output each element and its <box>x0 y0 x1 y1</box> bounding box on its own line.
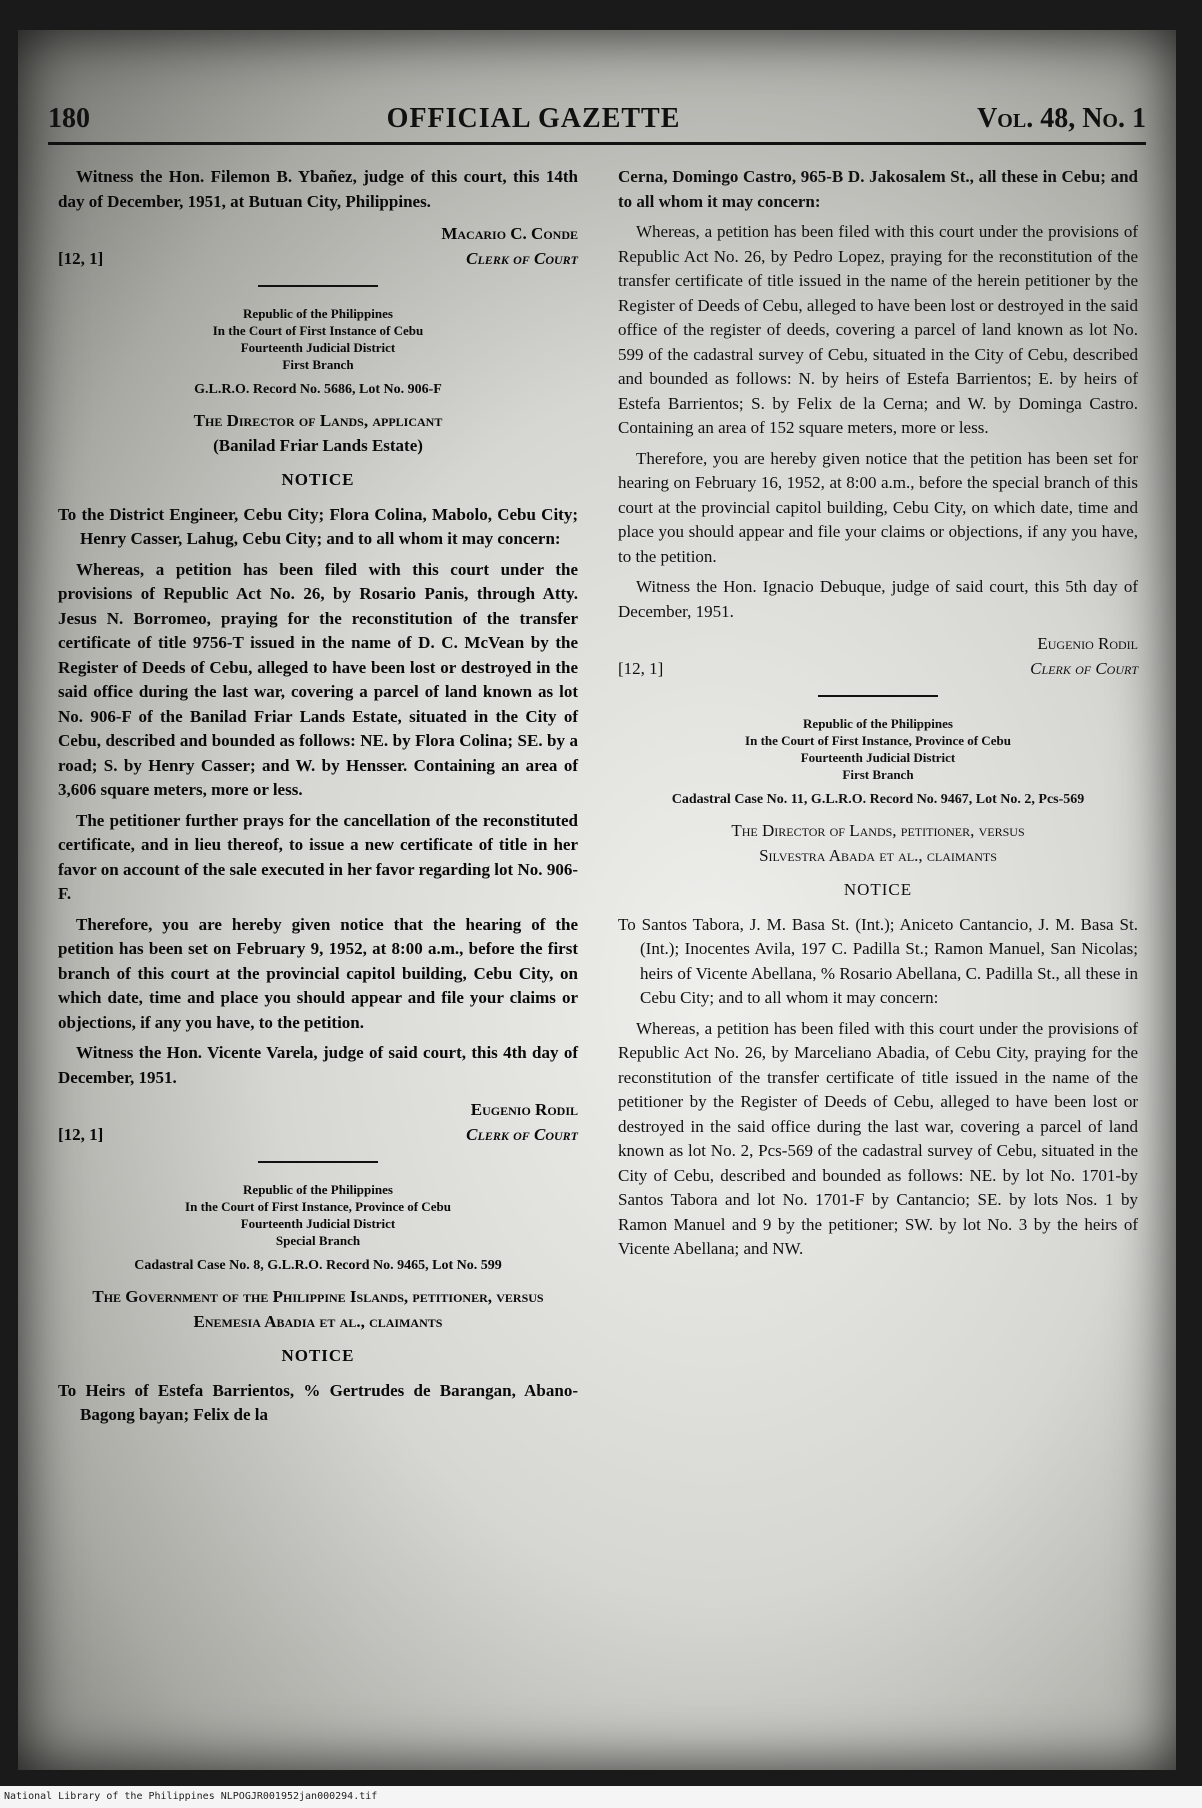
parties-line: (Banilad Friar Lands Estate) <box>213 435 423 455</box>
gazette-page <box>18 30 1176 1770</box>
notice-heading-1: NOTICE <box>281 470 355 489</box>
separator-rule-1 <box>258 285 378 287</box>
court-line: Republic of the Philippines <box>243 1182 393 1197</box>
court-line: Republic of the Philippines <box>243 306 393 321</box>
body-paragraph: Whereas, a petition has been filed with this court under the provisions of Republic Act No. 26, by Rosario Panis, through Atty. Jesus N. Borromeo, praying for the reconstitution of the transfer certificate of title 9756-T issued in the name of D. C. McVean by the Register of Deeds of Cebu, alleged to have been lost or destroyed in the said office during the last war, covering a parcel of land known as lot No. 906-F of the Banilad Friar Lands Estate, situated in the City of Cebu, described and bounded as follows: NE. by Flora Colina; SE. by a road; S. by Henry Casser; and W. by Hensser. Containing an area of 3,606 square meters, more or less. <box>58 559 578 799</box>
court-heading-1 <box>58 305 578 373</box>
court-line: Special Branch <box>275 1233 361 1248</box>
clerk-name-1: Macario C. Conde <box>441 224 578 243</box>
body-paragraph: Therefore, you are hereby given notice that the petition has been set for hearing on February 16, 1952, at 8:00 a.m., before the special branch of this court at the provincial capitol building, Cebu City, on which date, time and place you should appear and file your claims or objections, if any you have, to the petition. <box>618 448 1138 566</box>
parties-line: Silvestra Abada et al., claimants <box>759 845 997 865</box>
parties-3 <box>618 819 1138 868</box>
signature-block-1 <box>58 222 578 271</box>
addressees-continued: Cerna, Domingo Castro, 965-B D. Jakosalem St., all these in Cebu; and to all whom it may concern: <box>618 167 1138 211</box>
case-number-1: G.L.R.O. Record No. 5686, Lot No. 906-F <box>194 382 442 397</box>
case-number-2: Cadastral Case No. 8, G.L.R.O. Record No. 9465, Lot No. 599 <box>134 1258 502 1273</box>
volume-number: Vol. 48, No. 1 <box>977 103 1146 134</box>
separator-rule-2 <box>258 1161 378 1163</box>
court-line: Fourteenth Judicial District <box>800 750 956 765</box>
parties-line: The Director of Lands, petitioner, versus <box>731 821 1025 840</box>
court-line: In the Court of First Instance, Province of Cebu <box>185 1199 451 1214</box>
court-line: First Branch <box>842 767 914 782</box>
right-column <box>618 165 1138 1268</box>
court-line: Fourteenth Judicial District <box>240 340 396 355</box>
signature-block-3 <box>618 632 1138 681</box>
publication-title: OFFICIAL GAZETTE <box>386 103 681 134</box>
body-paragraph: Whereas, a petition has been filed with this court under the provisions of Republic Act No. 26, by Marceliano Abadia, of Cebu City, praying for the reconstitution of the transfer certificate of title issued in the name of the petitioner by the Register of Deeds of Cebu, alleged to have been lost or destroyed in the said office during the last war, covering a parcel of land known as lot No. 2, Pcs-569 of the cadastral survey of Cebu, situated in the City of Cebu, described and bounded as follows: NE. by lot No. 1701-by Santos Tabora and lot No. 1701-F by Cantancio; SE. by lots Nos. 1 by Ramon Manuel and 9 by the petitioner; SW. by lot No. 3 by the heirs of Vicente Abellana; and NW. <box>618 1018 1138 1258</box>
clerk-title-3: Clerk of Court <box>1030 658 1138 678</box>
parties-2: The Government of the Philippine Islands, petitioner, versus Enemesia Abadia et al., claimants <box>92 1287 544 1331</box>
clerk-title-1: Clerk of Court <box>466 248 578 268</box>
body-paragraph: The petitioner further prays for the cancellation of the reconstituted certificate, and in lieu thereof, to issue a new certificate of title in her favor on account of the sale executed in her favor regarding lot No. 906-F. <box>58 810 578 903</box>
signature-block-2 <box>58 1098 578 1147</box>
body-paragraph: Therefore, you are hereby given notice that the hearing of the petition has been set on February 9, 1952, at 8:00 a.m., before the first branch of this court at the provincial capitol building, Cebu City, on which date, time and place you should appear and file your claims or objections, if any you have, to the petition. <box>58 914 578 1032</box>
case-number-3: Cadastral Case No. 11, G.L.R.O. Record No. 9467, Lot No. 2, Pcs-569 <box>671 792 1085 807</box>
court-heading-3 <box>618 715 1138 783</box>
body-paragraph: Witness the Hon. Vicente Varela, judge of said court, this 4th day of December, 1951. <box>58 1043 578 1087</box>
addressees-3: To Santos Tabora, J. M. Basa St. (Int.); Aniceto Cantancio, J. M. Basa St. (Int.); Inocentes Avila, 197 C. Padilla St.; Ramon Manuel, San Nicolas; heirs of Vicente Abellana, % Rosario Abellana, C. Padilla St., all these in Cebu City; and to all whom it may concern: <box>618 914 1138 1007</box>
court-heading-2 <box>58 1181 578 1249</box>
issue-date-3: [12, 1] <box>618 658 664 678</box>
addressees-1: To the District Engineer, Cebu City; Flora Colina, Mabolo, Cebu City; Henry Casser, Lahug, Cebu City; and to all whom it may concern: <box>58 504 578 548</box>
witness-paragraph-1: Witness the Hon. Filemon B. Ybañez, judge of this court, this 14th day of December, 1951, at Butuan City, Philippines. <box>58 167 578 211</box>
court-line: In the Court of First Instance, Province of Cebu <box>745 733 1011 748</box>
notice-heading-3: NOTICE <box>843 880 913 899</box>
issue-date-1: [12, 1] <box>58 248 104 268</box>
body-paragraph: Witness the Hon. Ignacio Debuque, judge of said court, this 5th day of December, 1951. <box>618 577 1138 621</box>
issue-date-2: [12, 1] <box>58 1124 104 1144</box>
separator-rule-3 <box>818 695 938 697</box>
parties-line: The Director of Lands, applicant <box>193 411 443 430</box>
addressees-2: To Heirs of Estefa Barrientos, % Gertrudes de Barangan, Abano-Bagong bayan; Felix de la <box>58 1380 578 1424</box>
notice-heading-2: NOTICE <box>281 1346 355 1365</box>
court-line: First Branch <box>282 357 354 372</box>
parties-1 <box>58 409 578 458</box>
body-paragraph: Whereas, a petition has been filed with this court under the provisions of Republic Act No. 26, by Pedro Lopez, praying for the reconstitution of the transfer certificate of title issued in the name of the herein petitioner by the Register of Deeds of Cebu, alleged to have been lost or destroyed in the said office of the register of deeds, covering a parcel of land known as lot No. 599 of the cadastral survey of Cebu, situated in the City of Cebu, described and bounded as follows: N. by heirs of Estefa Barrientos; E. by heirs of Estefa Barrientos; S. by Felix de la Cerna; and W. by Dominga Castro. Containing an area of 152 square meters, more or less. <box>618 222 1138 437</box>
left-column <box>58 165 578 1434</box>
scan-footer: National Library of the Philippines NLPOGJR001952jan000294.tif <box>0 1786 1202 1808</box>
court-line: In the Court of First Instance of Cebu <box>212 323 424 338</box>
page-number: 180 <box>48 103 90 134</box>
court-line: Republic of the Philippines <box>803 716 953 731</box>
header-rule <box>48 142 1146 145</box>
clerk-name-3: Eugenio Rodil <box>1037 634 1138 653</box>
clerk-title-2: Clerk of Court <box>466 1124 578 1144</box>
clerk-name-2: Eugenio Rodil <box>470 1100 578 1119</box>
page-header <box>48 85 1146 135</box>
court-line: Fourteenth Judicial District <box>240 1216 396 1231</box>
